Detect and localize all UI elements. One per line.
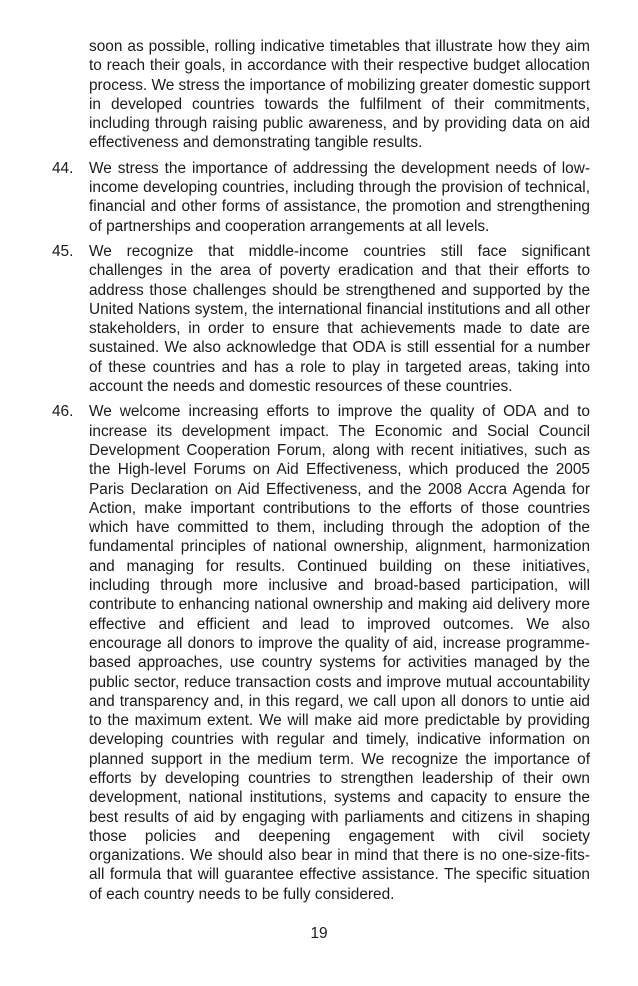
paragraph-continuation [52,37,590,153]
paragraph-number: 44. [52,159,74,177]
page-number: 19 [310,925,328,942]
paragraph-45 [52,242,590,396]
document-body [52,37,590,910]
paragraph-text: We welcome increasing efforts to improve the quality of ODA and to increase its development impact. The Economic and Social Council Development Cooperation Forum, along with recent initiatives, such as the High-level Forums on Aid Effectiveness, which produced the 2005 Paris Declaration on Aid Effectiveness, and the 2008 Accra Agenda for Action, make important contributions to the efforts of those countries which have committed to them, including through the adoption of the fundamental principles of national ownership, alignment, harmonization and managing for results. Continued building on these initiatives, including through more inclusive and broad-based participation, will contribute to enhancing national ownership and making aid delivery more effective and efficient and lead to improved outcomes. We also encourage all donors to improve the quality of aid, increase programme-based approaches, use country systems for activities managed by the public sector, reduce transaction costs and improve mutual accountability and transparency and, in this regard, we call upon all donors to untie aid to the maximum extent. We will make aid more predictable by providing developing countries with regular and timely, indicative information on planned support in the medium term. We recognize the importance of efforts by developing countries to strengthen leadership of their own development, national institutions, systems and capacity to ensure the best results of aid by engaging with parliaments and citizens in shaping those policies and deepening engagement with civil society organizations. We should also bear in mind that there is no one-size-fits-all formula that will guarantee effective assistance. The specific situation of each country needs to be fully considered. [89,403,590,903]
paragraph-number: 46. [52,403,74,421]
paragraph-number: 45. [52,242,74,260]
paragraph-46 [52,402,590,904]
paragraph-text: We stress the importance of addressing the development needs of low-income developing countries, including through the provision of technical, financial and other forms of assistance, the promotion and strengthening of partnerships and cooperation arrangements at all levels. [89,159,590,235]
paragraph-text: We recognize that middle-income countries still face significant challenges in the area of poverty eradication and that their efforts to address those challenges should be strengthened and supported by the United Nations system, the international financial institutions and all other stakeholders, in order to ensure that achievements made to date are sustained. We also acknowledge that ODA is still essential for a number of these countries and has a role to play in targeted areas, taking into account the needs and domestic resources of these countries. [89,242,590,396]
paragraph-44 [52,159,590,236]
paragraph-text: soon as possible, rolling indicative timetables that illustrate how they aim to reach their goals, in accordance with their respective budget allocation process. We stress the importance of mobilizing greater domestic support in developed countries towards the fulfilment of their commitments, including through raising public awareness, and by providing data on aid effectiveness and demonstrating tangible results. [89,38,590,152]
